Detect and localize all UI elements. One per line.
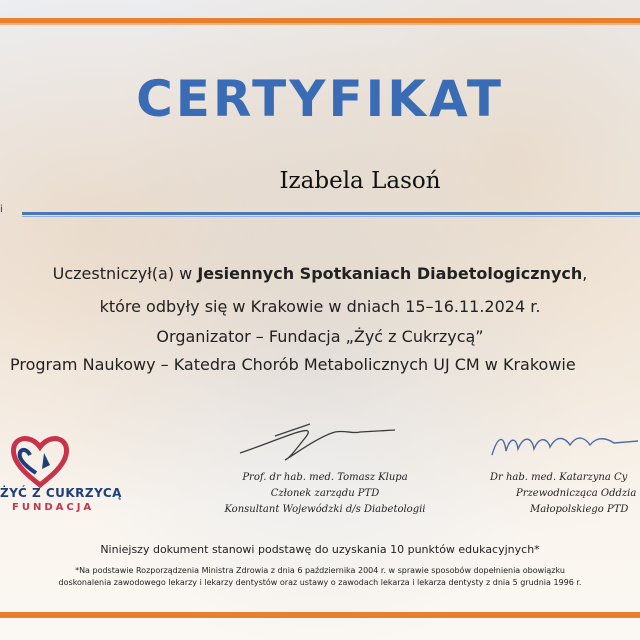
recipient-underline: [22, 212, 640, 215]
legal-note: [0, 565, 640, 589]
signature-right-role2: Małopolskiego PTD: [530, 504, 629, 515]
foundation-logo-name: ŻYĆ Z CUKRZYCĄ: [0, 486, 122, 500]
signature-left-icon: [235, 418, 405, 463]
foundation-logo-sub: FUNDACJA: [12, 502, 95, 513]
legal-note-line2: doskonalenia zawodowego lekarzy i lekarzy dentystów oraz ustawy o zawodach lekarza i lekarza dentysty z dnia 5 grudnia 1996 r.: [58, 578, 582, 587]
top-border-inner: [0, 23, 640, 25]
left-margin-mark: i: [0, 204, 3, 215]
event-name: Jesiennych Spotkaniach Diabetologicznych: [197, 264, 583, 283]
participation-prefix: Uczestniczył(a) w: [52, 264, 198, 283]
participation-line: [0, 264, 640, 283]
legal-note-line1: *Na podstawie Rozporządzenia Ministra Zdrowia z dnia 6 października 2004 r. w sprawie sposobów dopełnienia obowiązku: [75, 566, 565, 575]
signature-right-icon: [488, 425, 640, 465]
signature-left-block: [195, 470, 455, 518]
event-date-line: które odbyły się w Krakowie w dniach 15–16.11.2024 r.: [99, 297, 541, 316]
signature-left-role2: Konsultant Wojewódzki d/s Diabetologii: [224, 504, 426, 515]
recipient-name: Izabela Lasoń: [279, 168, 441, 194]
signature-right-role1: Przewodnicząca Oddzia: [516, 488, 637, 499]
certificate-title: CERTYFIKAT: [136, 70, 504, 128]
participation-suffix: ,: [582, 264, 588, 283]
points-statement: Niniejszy dokument stanowi podstawę do uzyskania 10 punktów edukacyjnych*: [100, 543, 540, 556]
signature-right-block: [482, 470, 640, 518]
signature-left-role1: Członek zarządu PTD: [270, 488, 380, 499]
recipient-underline-thin: [22, 216, 640, 217]
organizer-line: Organizator – Fundacja „Żyć z Cukrzycą”: [156, 327, 484, 346]
signature-left-name: Prof. dr hab. med. Tomasz Klupa: [242, 472, 408, 483]
program-line: Program Naukowy – Katedra Chorób Metabolicznych UJ CM w Krakowie: [10, 355, 576, 374]
bottom-border: [0, 612, 640, 618]
signature-right-name: Dr hab. med. Katarzyna Cy: [490, 472, 628, 483]
